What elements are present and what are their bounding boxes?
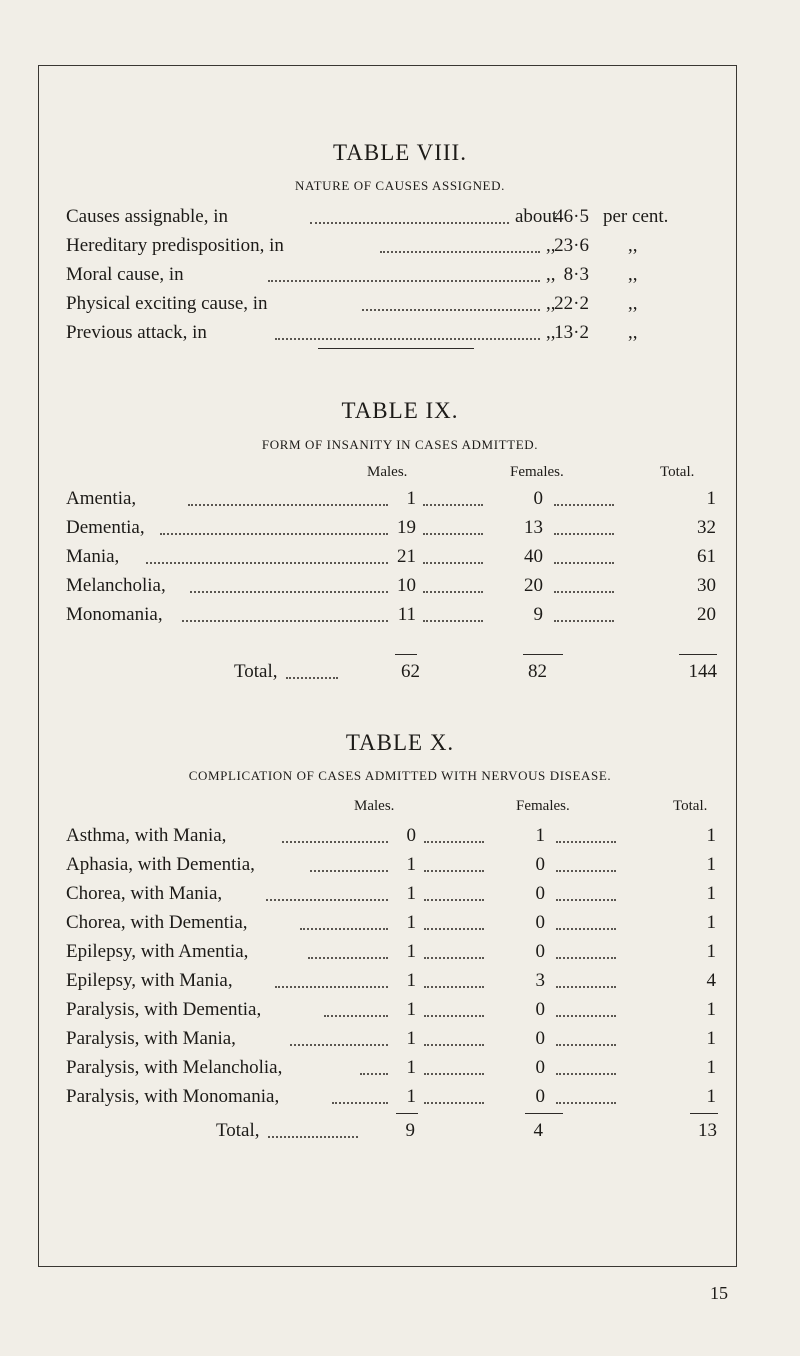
total-rule-total (690, 1113, 718, 1114)
total-rule-males (395, 654, 417, 655)
dot-leader (188, 504, 388, 506)
males-value: 1 (406, 1086, 416, 1107)
cause-row (66, 206, 726, 234)
dot-leader (290, 1044, 388, 1046)
table-9-females-header: Females. (510, 464, 564, 480)
dot-leader (556, 1044, 616, 1046)
dot-leader (424, 899, 484, 901)
total-value: 20 (697, 604, 716, 625)
total-value: 1 (706, 825, 716, 846)
dot-leader (182, 620, 388, 622)
total-value: 1 (706, 912, 716, 933)
dot-leader (423, 562, 483, 564)
cause-label: Causes assignable, in (66, 206, 229, 227)
total-value: 30 (697, 575, 716, 596)
dot-leader (424, 928, 484, 930)
row-label: Epilepsy, with Amentia, (66, 941, 249, 962)
dot-leader (556, 1102, 616, 1104)
dot-leader (268, 280, 540, 282)
row-label: Chorea, with Mania, (66, 883, 223, 904)
table-10-total-header: Total. (673, 798, 708, 814)
dot-leader (424, 1102, 484, 1104)
cause-percent: 46·5 (554, 206, 589, 227)
dot-leader (380, 251, 540, 253)
cause-row (66, 235, 726, 263)
dot-leader (424, 1073, 484, 1075)
dot-leader (286, 677, 338, 679)
females-value: 9 (533, 604, 543, 625)
males-value: 1 (406, 970, 416, 991)
females-total: 82 (528, 661, 547, 682)
dot-leader (424, 841, 484, 843)
table-row (66, 883, 726, 911)
cause-percent: 22·2 (554, 293, 589, 314)
cause-prefix: ,, (546, 322, 556, 343)
page-bottom-rule (38, 1266, 737, 1267)
males-value: 10 (397, 575, 416, 596)
total-value: 1 (706, 941, 716, 962)
dot-leader (554, 591, 614, 593)
dot-leader (324, 1015, 388, 1017)
cause-percent: 23·6 (554, 235, 589, 256)
males-value: 1 (406, 854, 416, 875)
cause-prefix: about (515, 206, 558, 227)
dot-leader (556, 841, 616, 843)
dot-leader (275, 338, 540, 340)
dot-leader (556, 928, 616, 930)
dot-leader (554, 620, 614, 622)
table-9-title: TABLE IX. (341, 398, 459, 423)
females-value: 0 (535, 883, 545, 904)
dot-leader (556, 870, 616, 872)
cause-percent: 13·2 (554, 322, 589, 343)
section-divider (318, 348, 474, 349)
males-value: 1 (406, 488, 416, 509)
dot-leader (268, 1136, 358, 1138)
total-label: Total, (234, 661, 278, 682)
row-label: Epilepsy, with Mania, (66, 970, 233, 991)
males-value: 1 (406, 999, 416, 1020)
total-rule-total (679, 654, 717, 655)
table-10-males-header: Males. (354, 798, 395, 814)
total-value: 1 (706, 488, 716, 509)
table-row (66, 999, 726, 1027)
row-label: Paralysis, with Melancholia, (66, 1057, 283, 1078)
dot-leader (424, 957, 484, 959)
males-value: 19 (397, 517, 416, 538)
row-label: Paralysis, with Dementia, (66, 999, 262, 1020)
dot-leader (556, 1015, 616, 1017)
cause-label: Hereditary predisposition, in (66, 235, 284, 256)
males-value: 11 (397, 604, 416, 625)
males-value: 21 (397, 546, 416, 567)
total-value: 32 (697, 517, 716, 538)
table-row (66, 1057, 726, 1085)
total-row (66, 1120, 726, 1148)
table-10-females-header: Females. (516, 798, 570, 814)
females-value: 0 (535, 854, 545, 875)
cause-unit: per cent. (603, 206, 669, 227)
females-value: 13 (524, 517, 543, 538)
row-label: Melancholia, (66, 575, 166, 596)
table-row (66, 825, 726, 853)
dot-leader (424, 1015, 484, 1017)
dot-leader (424, 870, 484, 872)
total-value: 1 (706, 1028, 716, 1049)
total-value: 1 (706, 883, 716, 904)
dot-leader (308, 957, 388, 959)
row-label: Monomania, (66, 604, 163, 625)
row-label: Amentia, (66, 488, 137, 509)
table-row (66, 575, 726, 603)
females-total: 4 (533, 1120, 543, 1141)
females-value: 20 (524, 575, 543, 596)
males-value: 1 (406, 1028, 416, 1049)
males-value: 0 (406, 825, 416, 846)
males-value: 1 (406, 912, 416, 933)
females-value: 1 (535, 825, 545, 846)
dot-leader (556, 957, 616, 959)
row-label: Asthma, with Mania, (66, 825, 227, 846)
cause-prefix: ,, (546, 293, 556, 314)
table-row (66, 941, 726, 969)
grand-total: 13 (698, 1120, 717, 1141)
dot-leader (310, 870, 388, 872)
cause-prefix: ,, (546, 264, 556, 285)
dot-leader (160, 533, 388, 535)
total-rule-males (396, 1113, 418, 1114)
males-total: 62 (401, 661, 420, 682)
total-label: Total, (216, 1120, 260, 1141)
row-label: Mania, (66, 546, 120, 567)
dot-leader (556, 1073, 616, 1075)
dot-leader (424, 986, 484, 988)
cause-unit: ,, (628, 293, 638, 314)
dot-leader (556, 986, 616, 988)
cause-unit: ,, (628, 235, 638, 256)
dot-leader (300, 928, 388, 930)
dot-leader (423, 533, 483, 535)
cause-percent: 8·3 (563, 264, 589, 285)
table-9-subtitle: FORM OF INSANITY IN CASES ADMITTED. (261, 437, 539, 452)
row-label: Paralysis, with Mania, (66, 1028, 236, 1049)
cause-row (66, 264, 726, 292)
cause-label: Previous attack, in (66, 322, 207, 343)
dot-leader (556, 899, 616, 901)
table-row (66, 546, 726, 574)
total-row (66, 661, 726, 689)
total-value: 61 (697, 546, 716, 567)
females-value: 0 (535, 1028, 545, 1049)
dot-leader (554, 504, 614, 506)
males-value: 1 (406, 883, 416, 904)
total-value: 1 (706, 854, 716, 875)
table-9-males-header: Males. (367, 464, 408, 480)
table-10-title: TABLE X. (345, 730, 455, 755)
page-number: 15 (710, 1283, 728, 1303)
cause-label: Moral cause, in (66, 264, 184, 285)
table-10-subtitle: COMPLICATION OF CASES ADMITTED WITH NERVOUS DISEASE. (188, 768, 612, 783)
females-value: 40 (524, 546, 543, 567)
dot-leader (362, 309, 540, 311)
grand-total: 144 (688, 661, 717, 682)
table-row (66, 854, 726, 882)
row-label: Chorea, with Dementia, (66, 912, 248, 933)
table-8-title: TABLE VIII. (333, 140, 467, 165)
females-value: 0 (533, 488, 543, 509)
females-value: 0 (535, 999, 545, 1020)
females-value: 3 (535, 970, 545, 991)
dot-leader (190, 591, 388, 593)
females-value: 0 (535, 1086, 545, 1107)
table-row (66, 1028, 726, 1056)
table-row (66, 1086, 726, 1114)
males-value: 1 (406, 941, 416, 962)
cause-row (66, 293, 726, 321)
dot-leader (332, 1102, 388, 1104)
table-row (66, 517, 726, 545)
dot-leader (310, 222, 509, 224)
table-row (66, 488, 726, 516)
total-rule-females (523, 654, 563, 655)
males-total: 9 (405, 1120, 415, 1141)
dot-leader (423, 620, 483, 622)
table-row (66, 912, 726, 940)
dot-leader (275, 986, 388, 988)
table-row (66, 970, 726, 998)
total-value: 4 (706, 970, 716, 991)
total-value: 1 (706, 1086, 716, 1107)
males-value: 1 (406, 1057, 416, 1078)
total-value: 1 (706, 1057, 716, 1078)
dot-leader (424, 1044, 484, 1046)
cause-row (66, 322, 726, 350)
females-value: 0 (535, 1057, 545, 1078)
table-row (66, 604, 726, 632)
total-rule-females (525, 1113, 563, 1114)
dot-leader (146, 562, 388, 564)
dot-leader (554, 562, 614, 564)
cause-prefix: ,, (546, 235, 556, 256)
females-value: 0 (535, 912, 545, 933)
dot-leader (282, 841, 388, 843)
row-label: Aphasia, with Dementia, (66, 854, 255, 875)
cause-unit: ,, (628, 322, 638, 343)
cause-label: Physical exciting cause, in (66, 293, 268, 314)
dot-leader (554, 533, 614, 535)
row-label: Paralysis, with Monomania, (66, 1086, 280, 1107)
females-value: 0 (535, 941, 545, 962)
dot-leader (266, 899, 388, 901)
table-9-total-header: Total. (660, 464, 695, 480)
row-label: Dementia, (66, 517, 145, 538)
dot-leader (423, 504, 483, 506)
dot-leader (360, 1073, 388, 1075)
table-8-subtitle: NATURE OF CAUSES ASSIGNED. (295, 178, 505, 193)
dot-leader (423, 591, 483, 593)
cause-unit: ,, (628, 264, 638, 285)
total-value: 1 (706, 999, 716, 1020)
